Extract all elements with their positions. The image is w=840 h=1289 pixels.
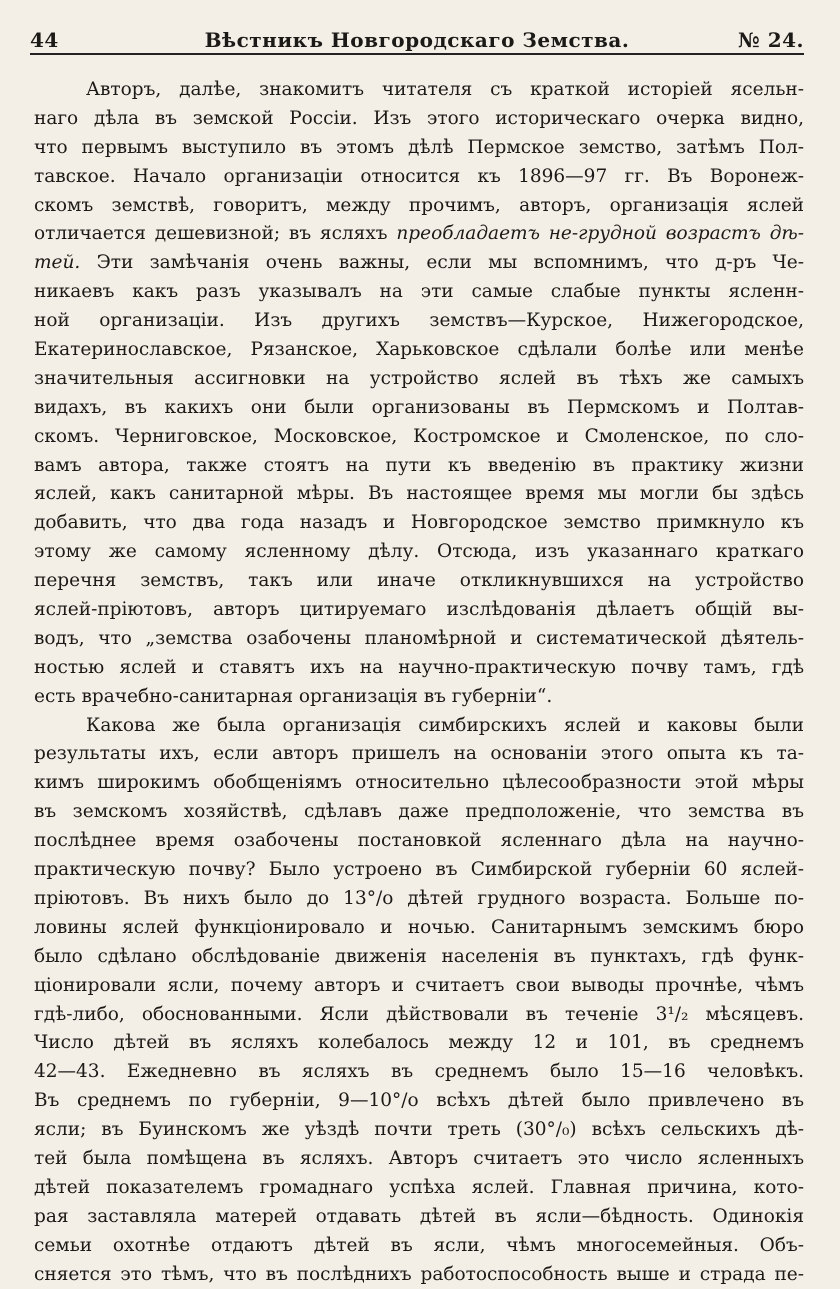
text-line: Въ среднемъ по губерніи, 9—10°/о всѣхъ дѣтей было привлечено въ <box>34 1090 804 1112</box>
text-line: никаевъ какъ разъ указывалъ на эти самые слабые пункты ясленн- <box>34 281 804 303</box>
text-line: ловины яслей функціонировало и ночью. Санитарнымъ земскимъ бюро <box>34 916 804 938</box>
text-line: практическую почву? Было устроено въ Симбирской губерніи 60 яслей- <box>34 859 804 881</box>
emphasized-text: тей. <box>34 252 81 274</box>
text-line: водъ, что „земства озабочены планомѣрной и систематической дѣятель- <box>34 627 804 649</box>
text-line: что первымъ выступило въ этомъ дѣлѣ Пермское земство, затѣмъ Пол- <box>34 136 804 158</box>
text-line <box>34 220 804 249</box>
text-line: вамъ автора, также стоятъ на пути къ введенію въ практику жизни <box>34 454 804 476</box>
text-line: тей была помѣщена въ ясляхъ. Авторъ считаетъ это число ясленныхъ <box>34 1147 804 1169</box>
text-line: наго дѣла въ земской Россіи. Изъ этого историческаго очерка видно, <box>34 107 804 129</box>
text-run: Эти замѣчанія очень важны, если мы вспомнимъ, что д-ръ Че- <box>80 252 804 274</box>
text-line: Екатеринославское, Рязанское, Харьковское сдѣлали болѣе или менѣе <box>34 339 804 361</box>
text-line: ясли; въ Буинскомъ же уѣздѣ почти треть (30°/₀) всѣхъ сельскихъ дѣ- <box>34 1119 804 1141</box>
body-text <box>34 76 804 1289</box>
text-line: видахъ, въ какихъ они были организованы въ Пермскомъ и Полтав- <box>34 396 804 418</box>
text-line <box>34 249 804 278</box>
text-line: результаты ихъ, если авторъ пришелъ на основаніи этого опыта къ та- <box>34 743 804 765</box>
text-line: тавское. Начало организаціи относится къ 1896—97 гг. Въ Воронеж- <box>34 165 804 187</box>
text-line: скомъ земствѣ, говоритъ, между прочимъ, авторъ, организація яслей <box>34 194 804 216</box>
text-line: кимъ широкимъ обобщеніямъ относительно цѣлесообразности этой мѣры <box>34 772 804 794</box>
text-line: значительныя ассигновки на устройство яслей въ тѣхъ же самыхъ <box>34 367 804 389</box>
text-line: есть врачебно-санитарная организація въ губерніи“. <box>34 685 553 707</box>
text-line: гдѣ-либо, обоснованными. Ясли дѣйствовали въ теченіе 3¹/₂ мѣсяцевъ. <box>34 1003 804 1025</box>
issue-number: № 24. <box>738 28 804 52</box>
text-line: 42—43. Ежедневно въ ясляхъ въ среднемъ было 15—16 человѣкъ. <box>34 1061 804 1083</box>
text-line: Какова же была организація симбирскихъ яслей и каковы были <box>86 714 804 736</box>
text-line: было сдѣлано обслѣдованіе движенія населенія въ пунктахъ, гдѣ функ- <box>34 945 804 967</box>
text-line: добавить, что два года назадъ и Новгородское земство примкнуло къ <box>34 512 804 534</box>
text-line: перечня земствъ, такъ или иначе откликнувшихся на устройство <box>34 570 804 592</box>
journal-title: Вѣстникъ Новгородскаго Земства. <box>204 28 630 52</box>
text-line: ностью яслей и ставятъ ихъ на научно-практическую почву тамъ, гдѣ <box>34 656 804 678</box>
text-line: яслей-пріютовъ, авторъ цитируемаго изслѣдованія дѣлаетъ общій вы- <box>34 599 804 621</box>
text-run: отличается дешевизной; въ ясляхъ <box>34 223 397 245</box>
text-line: яслей, какъ санитарной мѣры. Въ настоящее время мы могли бы здѣсь <box>34 483 804 505</box>
text-line: семьи охотнѣе отдаютъ дѣтей въ ясли, чѣмъ многосемейныя. Объ- <box>34 1234 804 1256</box>
text-line: этому же самому ясленному дѣлу. Отсюда, изъ указаннаго краткаго <box>34 541 804 563</box>
text-line: послѣднее время озабочены постановкой ясленнаго дѣла на научно- <box>34 830 804 852</box>
page-number: 44 <box>30 28 59 52</box>
text-line: въ земскомъ хозяйствѣ, сдѣлавъ даже предположеніе, что земства въ <box>34 801 804 823</box>
text-line: ной организаціи. Изъ другихъ земствъ—Курское, Нижегородское, <box>34 310 804 332</box>
text-line: скомъ. Черниговское, Московское, Костромское и Смоленское, по сло- <box>34 425 804 447</box>
text-line: Число дѣтей въ ясляхъ колебалось между 12 и 101, въ среднемъ <box>34 1032 804 1054</box>
emphasized-text: преобладаетъ не-грудной возрастъ дѣ- <box>396 223 804 245</box>
text-line: ціонировали ясли, почему авторъ и считаетъ свои выводы прочнѣе, чѣмъ <box>34 974 804 996</box>
running-header <box>30 22 804 54</box>
header-rule <box>30 53 804 55</box>
text-line: сняется это тѣмъ, что въ послѣднихъ работоспособность выше и страда пе- <box>34 1263 804 1285</box>
text-line: Авторъ, далѣе, знакомитъ читателя съ краткой исторіей ясельн- <box>86 79 804 100</box>
text-line: рая заставляла матерей отдавать дѣтей въ ясли—бѣдность. Одинокія <box>34 1205 804 1227</box>
text-line: пріютовъ. Въ нихъ было до 13°/о дѣтей грудного возраста. Больше по- <box>34 887 804 909</box>
text-line: дѣтей показателемъ громаднаго успѣха яслей. Главная причина, кото- <box>34 1176 804 1198</box>
